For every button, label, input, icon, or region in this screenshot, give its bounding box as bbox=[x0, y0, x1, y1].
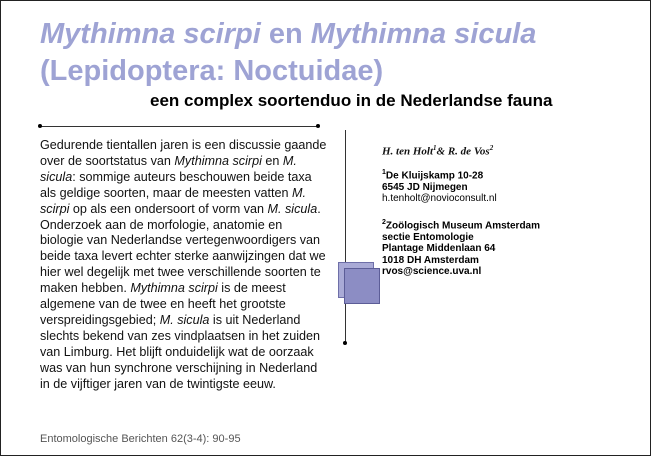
abstract-run: Gedurende tientallen jaren is een discussie gaande over de soortstatus van bbox=[40, 138, 327, 168]
journal-citation: Entomologische Berichten 62(3-4): 90-95 bbox=[40, 433, 241, 445]
title-species-1: Mythimna scirpi bbox=[40, 18, 261, 50]
article-title-line1 bbox=[40, 18, 536, 50]
abstract-taxon-name: Mythimna scirpi bbox=[174, 153, 262, 168]
article-subtitle: een complex soortenduo in de Nederlandse fauna bbox=[150, 91, 553, 110]
address-1-line-2: 6545 JD Nijmegen bbox=[382, 181, 468, 193]
abstract-taxon-name: Mythimna scirpi bbox=[130, 281, 218, 296]
address-block-1 bbox=[382, 167, 497, 205]
title-species-2: Mythimna sicula bbox=[310, 18, 537, 50]
author-joiner: & bbox=[436, 145, 448, 158]
abstract-run: is uit Nederland slechts bekend van zes vindplaatsen in het zuiden van Limburg. Het blijft onduidelijk wat de oorzaak was van hun synchrone verschijning in Nederland in de vijftiger jaren van de twintigste eeuw. bbox=[40, 312, 321, 391]
abstract-run: en bbox=[261, 153, 283, 168]
address-2-line-3: Plantage Middenlaan 64 bbox=[382, 243, 496, 255]
article-title-line2: (Lepidoptera: Noctuidae) bbox=[40, 55, 384, 87]
address-block-2 bbox=[382, 217, 540, 278]
rule-dot-right bbox=[316, 124, 320, 128]
author-1: H. ten Holt bbox=[382, 145, 434, 158]
address-2-email[interactable]: rvos@science.uva.nl bbox=[382, 266, 482, 278]
address-2-line-2: sectie Entomologie bbox=[382, 231, 474, 243]
address-1-mark: 1 bbox=[382, 169, 386, 176]
abstract-top-rule bbox=[40, 126, 318, 127]
address-2-line-4: 1018 DH Amsterdam bbox=[382, 254, 479, 266]
abstract-run: . Onderzoek aan de morfologie, anatomie en biologie van Nederlandse vertegenwoordigers van beide taxa levert echter sterke aanwijzingen dat we hier wel degelijk met twee verschillende soorten te maken hebben. bbox=[40, 201, 326, 296]
abstract-taxon-name: M. scirpi bbox=[40, 185, 307, 216]
abstract-run: is de meest algemene van de twee en heeft het grootste verspreidingsgebied; bbox=[40, 281, 286, 327]
abstract-taxon-name: M. sicula bbox=[267, 201, 318, 216]
rule-dot-left bbox=[38, 124, 42, 128]
title-connector: en bbox=[268, 18, 303, 50]
abstract-run: : sommige auteurs beschouwen beide taxa als geldige soorten, maar de meesten vatten bbox=[40, 169, 312, 200]
author-column-rule bbox=[345, 130, 346, 343]
author-2: R. de Vos bbox=[447, 145, 490, 158]
abstract-run: op als een ondersoort of vorm van bbox=[69, 201, 268, 216]
address-2-line-1: $^2$Zoölogisch Museum Amsterdam bbox=[382, 219, 541, 232]
address-2-mark: 2 bbox=[382, 219, 386, 226]
address-1-line-1: $^1$De Kluijskamp 10-28 bbox=[382, 169, 484, 182]
abstract-taxon-name: M. sicula bbox=[40, 153, 297, 184]
address-1-email[interactable]: h.tenholt@novioconsult.nl bbox=[382, 193, 497, 205]
author-2-affiliation-mark: 2 bbox=[489, 144, 494, 152]
author-1-affiliation-mark: 1 bbox=[433, 144, 437, 152]
decorative-square-front bbox=[344, 268, 380, 304]
abstract-text bbox=[40, 138, 328, 393]
rule-dot-bottom bbox=[343, 341, 347, 345]
abstract-taxon-name: M. sicula bbox=[159, 312, 210, 327]
author-line bbox=[382, 142, 493, 159]
